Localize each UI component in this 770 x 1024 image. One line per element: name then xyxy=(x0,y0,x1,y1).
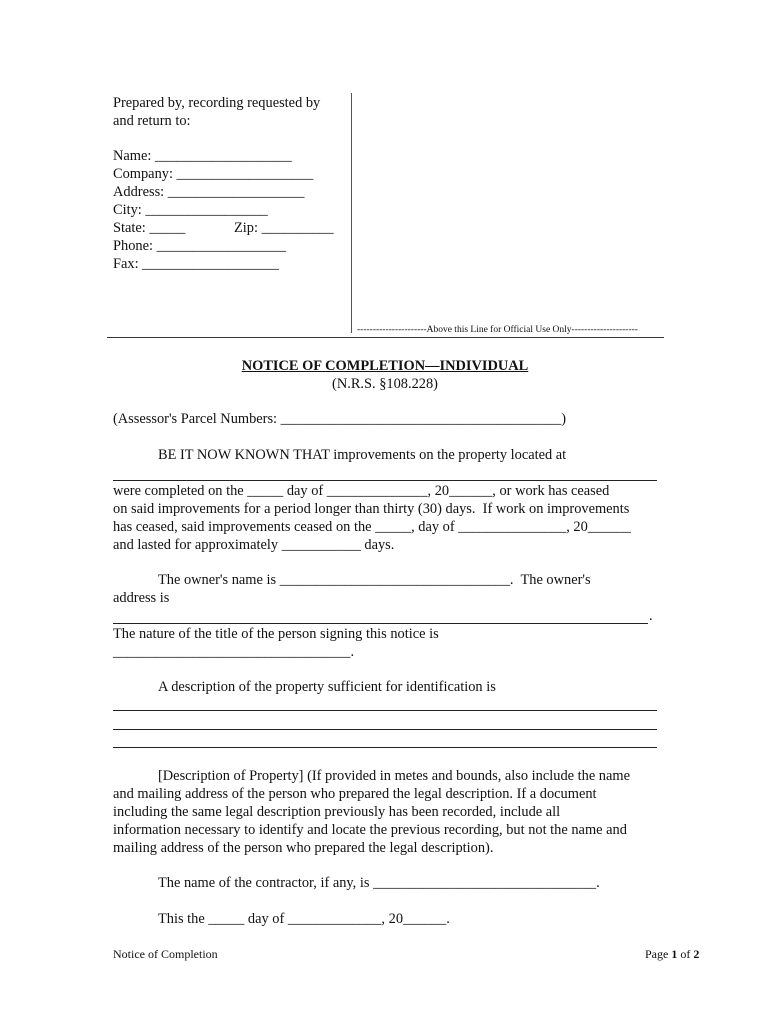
description-note-3: including the same legal description previously has been recorded, include all xyxy=(113,804,561,820)
state-field[interactable]: State: _____ xyxy=(113,220,186,236)
completed-line-2: on said improvements for a period longer than thirty (30) days. If work on improvements xyxy=(113,501,630,517)
fax-field[interactable]: Fax: ___________________ xyxy=(113,256,279,272)
address-field[interactable]: Address: ___________________ xyxy=(113,184,305,200)
prepared-by-line2: and return to: xyxy=(113,113,191,129)
date-line: This the _____ day of _____________, 20______. xyxy=(158,911,450,927)
phone-field[interactable]: Phone: __________________ xyxy=(113,238,287,254)
footer-title: Notice of Completion xyxy=(113,947,218,961)
page-current: 1 xyxy=(671,947,678,961)
description-blank-2[interactable] xyxy=(113,729,657,730)
completed-line-1: were completed on the _____ day of ______________, 20______, or work has ceased xyxy=(113,483,610,499)
description-note-1: [Description of Property] (If provided in metes and bounds, also include the name xyxy=(158,768,630,784)
name-field[interactable]: Name: ___________________ xyxy=(113,148,292,164)
property-location-blank[interactable] xyxy=(113,480,657,481)
description-blank-3[interactable] xyxy=(113,747,657,748)
page-mid: of xyxy=(677,947,694,961)
owner-address-period: . xyxy=(649,608,653,624)
city-field[interactable]: City: _________________ xyxy=(113,202,268,218)
prepared-by-line1: Prepared by, recording requested by xyxy=(113,95,321,111)
description-note-5: mailing address of the person who prepared the legal description). xyxy=(113,840,494,856)
known-paragraph: BE IT NOW KNOWN THAT improvements on the property located at xyxy=(158,447,567,463)
contractor-line: The name of the contractor, if any, is _______________________________. xyxy=(158,875,600,891)
owner-address-blank[interactable] xyxy=(113,623,648,624)
description-blank-1[interactable] xyxy=(113,710,657,711)
zip-field[interactable]: Zip: __________ xyxy=(234,220,334,236)
property-description-line: A description of the property sufficient for identification is xyxy=(158,679,496,695)
header-divider-vertical xyxy=(351,93,352,333)
statute-reference: (N.R.S. §108.228) xyxy=(332,376,438,392)
page-number xyxy=(645,945,699,963)
company-field[interactable]: Company: ___________________ xyxy=(113,166,314,182)
title-nature-blank[interactable]: _________________________________. xyxy=(113,644,355,660)
completed-line-4: and lasted for approximately ___________ days. xyxy=(113,537,395,553)
completed-line-3: has ceased, said improvements ceased on the _____, day of _______________, 20______ xyxy=(113,519,631,535)
header-divider-horizontal xyxy=(107,337,664,338)
description-note-2: and mailing address of the person who prepared the legal description. If a document xyxy=(113,786,597,802)
description-note-4: information necessary to identify and locate the previous recording, but not the name and xyxy=(113,822,627,838)
page-total: 2 xyxy=(693,947,700,961)
document-title: NOTICE OF COMPLETION—INDIVIDUAL xyxy=(241,358,529,374)
official-use-note: ----------------------Above this Line for Official Use Only--------------------- xyxy=(357,325,638,335)
parcel-numbers-field[interactable]: (Assessor's Parcel Numbers: _______________________________________) xyxy=(113,411,567,427)
owner-name-line: The owner's name is ________________________________. The owner's xyxy=(158,572,591,588)
page-prefix: Page xyxy=(645,947,672,961)
owner-address-label: address is xyxy=(113,590,170,606)
title-nature-line: The nature of the title of the person signing this notice is xyxy=(113,626,439,642)
